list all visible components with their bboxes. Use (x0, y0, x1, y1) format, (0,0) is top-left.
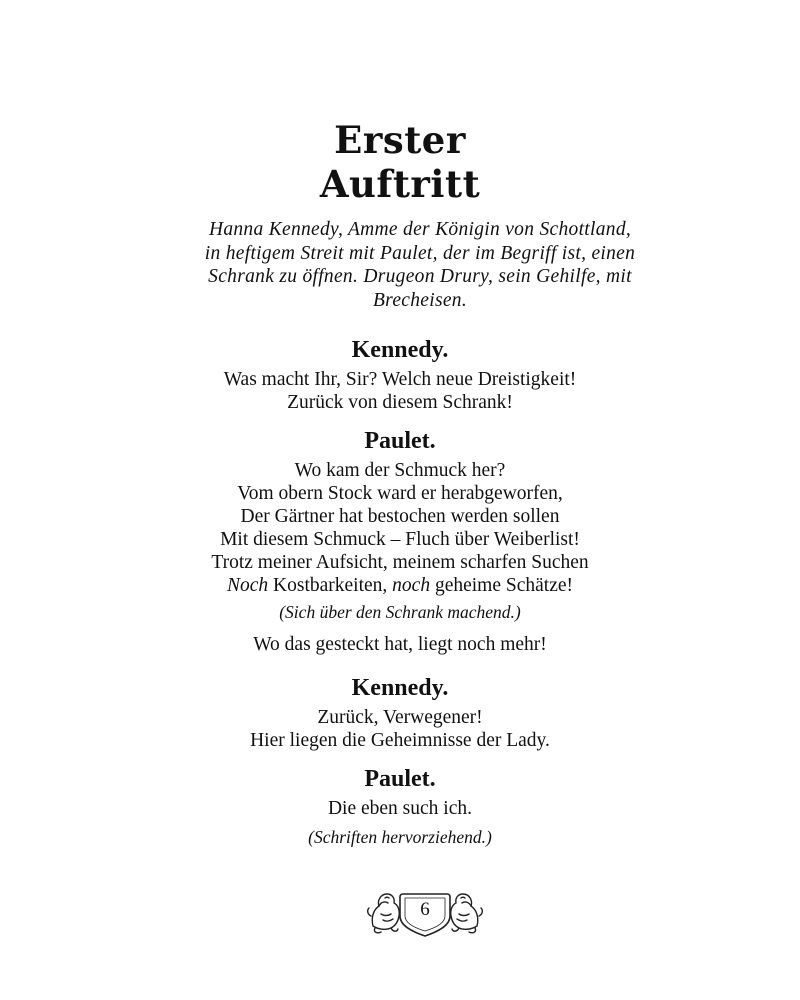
verse-line: Was macht Ihr, Sir? Welch neue Dreistigkeit! (223, 369, 577, 390)
verse-line (0, 574, 800, 597)
speech-block (0, 706, 800, 752)
speaker-name: Paulet. (364, 766, 436, 792)
emphasized-word: Noch (226, 575, 269, 596)
speech-block (0, 797, 800, 820)
verse-line: Zurück, Verwegener! (317, 707, 483, 728)
opening-stage-direction (140, 218, 700, 312)
speaker-name: Kennedy. (351, 675, 449, 701)
stage-direction-line: Schrank zu öffnen. Drugeon Drury, sein Gehilfe, mit (208, 266, 632, 287)
page-number: 6 (420, 899, 430, 920)
verse-line: Vom obern Stock ward er herabgeworfen, (237, 483, 563, 504)
page-folio (365, 886, 485, 938)
emphasized-word: noch (392, 575, 431, 596)
speech-block (0, 459, 800, 597)
scene-title-line-2: Auftritt (319, 162, 481, 206)
stage-direction-line: Brecheisen. (372, 289, 468, 311)
scene-title (0, 118, 800, 206)
verse-line: Die eben such ich. (327, 798, 473, 819)
verse-line: Der Gärtner hat bestochen werden sollen (240, 506, 560, 527)
verse-line: Wo kam der Schmuck her? (294, 460, 506, 481)
line-text: geheime Schätze! (430, 575, 574, 596)
scene-title-line-1: Erster (334, 118, 466, 162)
verse-line: Wo das gesteckt hat, liegt noch mehr! (253, 634, 547, 655)
verse-line: Mit diesem Schmuck – Fluch über Weiberlist! (220, 529, 580, 550)
verse-line: Zurück von diesem Schrank! (287, 392, 513, 413)
stage-direction-line: Hanna Kennedy, Amme der Königin von Schottland, (208, 219, 632, 240)
speaker-name: Kennedy. (351, 337, 449, 363)
stage-direction-line: in heftigem Streit mit Paulet, der im Begriff ist, einen (204, 242, 636, 264)
line-text: Kostbarkeiten, (268, 575, 393, 596)
speech-block (0, 368, 800, 414)
speaker-name: Paulet. (364, 428, 436, 454)
verse-line: Trotz meiner Aufsicht, meinem scharfen Suchen (211, 552, 589, 573)
stage-direction: (Schriften hervorziehend.) (308, 827, 492, 847)
verse-line: Hier liegen die Geheimnisse der Lady. (250, 730, 550, 751)
stage-direction: (Sich über den Schrank machend.) (279, 602, 521, 622)
